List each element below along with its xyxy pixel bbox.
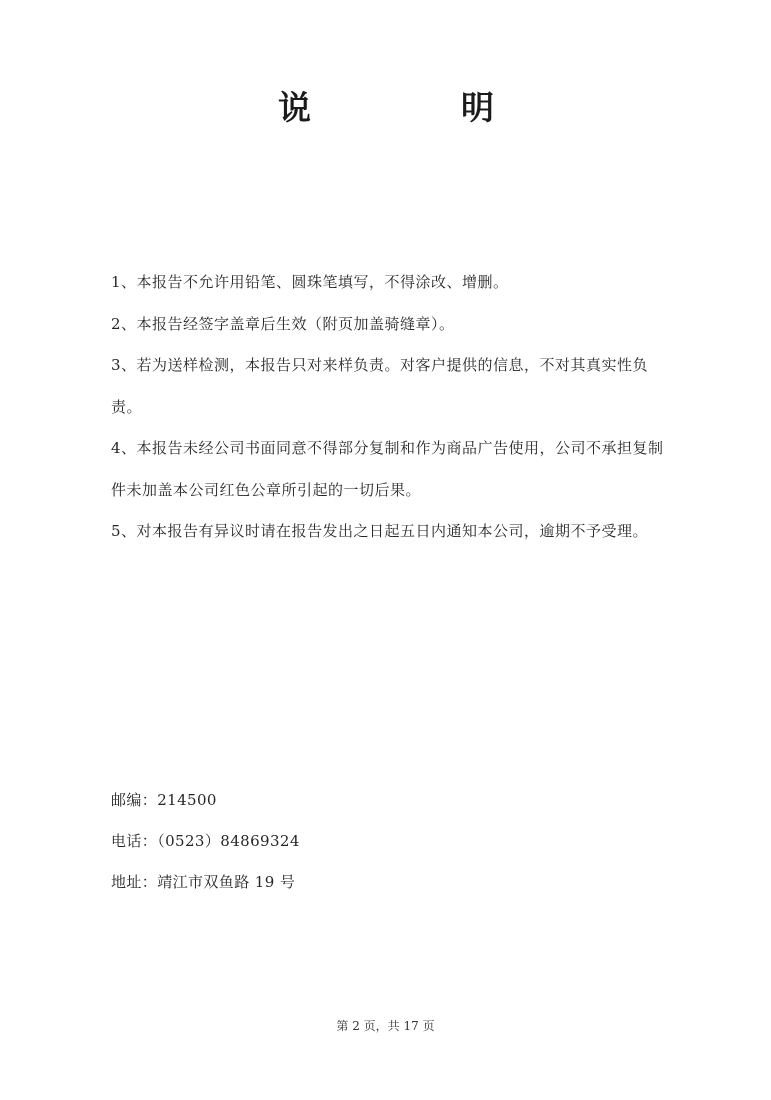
- note-item-1: 1、本报告不允许用铅笔、圆珠笔填写，不得涂改、增删。: [111, 273, 509, 291]
- note-item-2: 2、本报告经签字盖章后生效（附页加盖骑缝章）。: [111, 314, 455, 333]
- note-item-4: 4、本报告未经公司书面同意不得部分复制和作为商品广告使用，公司不承担复制件未加盖本公司红色公章所引起的一切后果。: [111, 439, 664, 499]
- note-item-3: 3、若为送样检测，本报告只对来样负责。对客户提供的信息，不对其真实性负责。: [111, 356, 649, 416]
- title-char-1: 说: [278, 88, 311, 127]
- note-item-5: 5、对本报告有异议时请在报告发出之日起五日内通知本公司，逾期不予受理。: [111, 522, 649, 540]
- contact-info: [111, 780, 511, 903]
- postcode-line: 邮编：214500: [111, 791, 217, 809]
- phone-line: 电话：（0523）84869324: [111, 832, 300, 850]
- page-footer: 第 2 页，共 17 页: [336, 1019, 435, 1033]
- notes-list: [111, 262, 671, 553]
- page-title: [0, 84, 771, 132]
- address-line: 地址：靖江市双鱼路 19 号: [111, 873, 296, 891]
- title-char-2: 明: [461, 88, 494, 127]
